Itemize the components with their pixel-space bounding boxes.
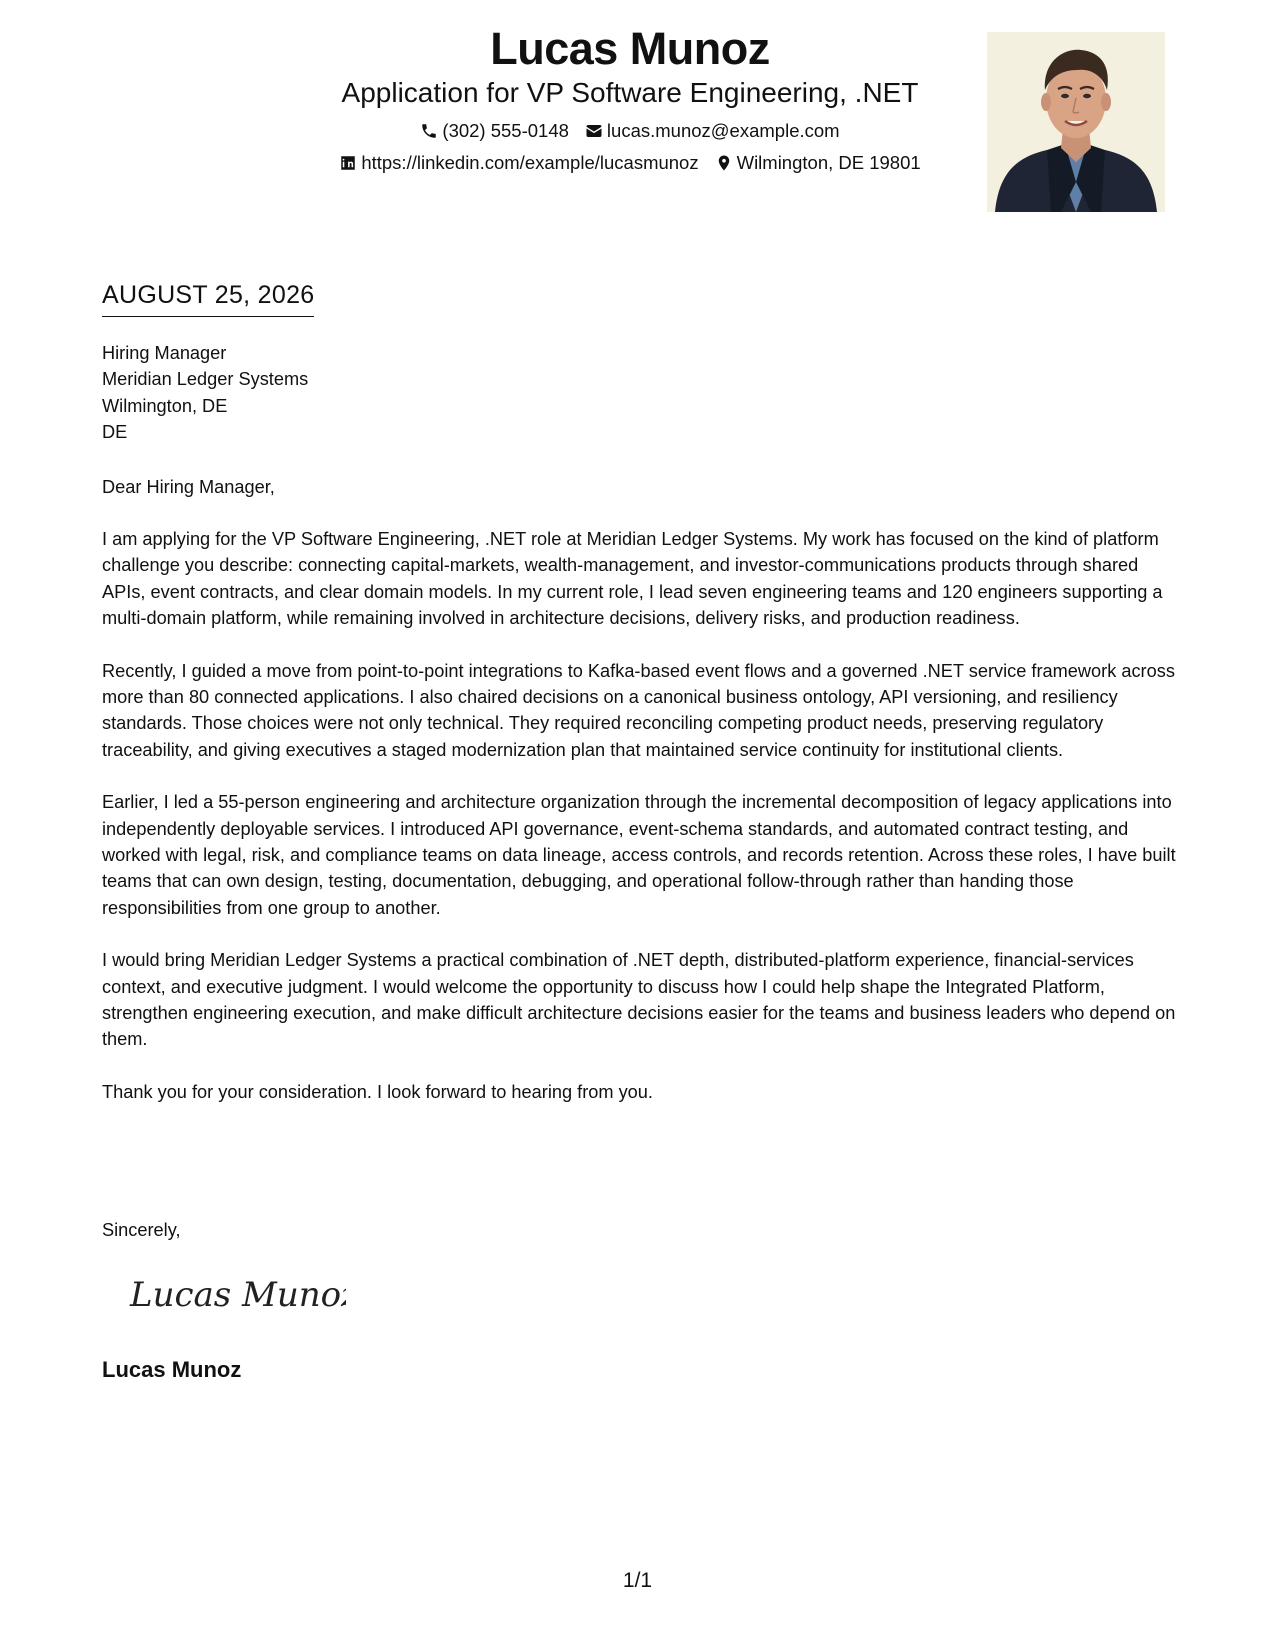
- recipient-line: Wilmington, DE: [102, 395, 228, 416]
- handwritten-signature: [126, 1268, 346, 1318]
- recipient-line: DE: [102, 421, 128, 442]
- recipient-line: Meridian Ledger Systems: [102, 369, 309, 390]
- letter-body: [102, 526, 1177, 1132]
- envelope-icon: [585, 122, 603, 140]
- salutation: Dear Hiring Manager,: [102, 477, 275, 497]
- page-number: 1/1: [622, 1569, 653, 1592]
- body-paragraph: Earlier, I led a 55-person engineering and architecture organization through the incremental decomposition of legacy applications into independently deployable services. I introduced API governance, event-schema standards, and automated contract testing, and worked with legal, risk, and compliance teams on data lineage, access controls, and records retention. Across these roles, I have built teams that can own design, testing, documentation, debugging, and operational follow-through rather than handing those responsibilities from one group to another.: [102, 792, 1176, 918]
- phone-icon: [420, 122, 438, 140]
- linkedin-icon: [339, 154, 357, 172]
- body-paragraph: I would bring Meridian Ledger Systems a practical combination of .NET depth, distributed-platform experience, financial-services context, and executive judgment. I would welcome the opportunity to discuss how I could help shape the Integrated Platform, strengthen engineering execution, and make difficult architecture decisions easier for the teams and business leaders who depend on them.: [102, 950, 1176, 1050]
- recipient-address: [102, 340, 1177, 445]
- contact-phone: [420, 120, 569, 142]
- recipient-line: Hiring Manager: [102, 343, 227, 363]
- applicant-photo: [987, 32, 1165, 212]
- location-text: Wilmington, DE 19801: [736, 152, 921, 173]
- body-paragraph: Recently, I guided a move from point-to-point integrations to Kafka-based event flows and a governed .NET service framework across more than 80 connected applications. I also chaired decisions on a canonical business ontology, API versioning, and resiliency standards. Those choices were not only technical. They required reconciling competing product needs, preserving regulatory traceability, and giving executives a staged modernization plan that maintained service continuity for institutional clients.: [102, 660, 1175, 760]
- closing: Sincerely,: [102, 1220, 181, 1240]
- contact-line-1: [260, 120, 1000, 142]
- letter-date: AUGUST 25, 2026: [102, 280, 314, 317]
- contact-line-2: [260, 152, 1000, 174]
- contact-location: [715, 152, 921, 174]
- signature-text: Lucas Munoz: [130, 1275, 346, 1315]
- map-pin-icon: [715, 154, 733, 172]
- contact-linkedin[interactable]: [339, 152, 698, 174]
- phone-number: (302) 555-0148: [442, 120, 569, 141]
- applicant-name: Lucas Munoz: [490, 23, 770, 74]
- body-paragraph: Thank you for your consideration. I look forward to hearing from you.: [102, 1082, 653, 1103]
- contact-email[interactable]: [585, 120, 840, 142]
- signer-name: Lucas Munoz: [102, 1357, 242, 1382]
- letter-header: [260, 22, 1000, 174]
- linkedin-url[interactable]: https://linkedin.com/example/lucasmunoz: [361, 152, 699, 173]
- body-paragraph: I am applying for the VP Software Engineering, .NET role at Meridian Ledger Systems. My work has focused on the kind of platform challenge you describe: connecting capital-markets, wealth-management, and investor-communications products through shared APIs, event contracts, and clear domain models. In my current role, I lead seven engineering teams and 120 engineers supporting a multi-domain platform, while remaining involved in architecture decisions, delivery risks, and production readiness.: [102, 529, 1163, 628]
- email-address[interactable]: lucas.munoz@example.com: [606, 120, 840, 141]
- application-subtitle: Application for VP Software Engineering, .NET: [341, 77, 919, 108]
